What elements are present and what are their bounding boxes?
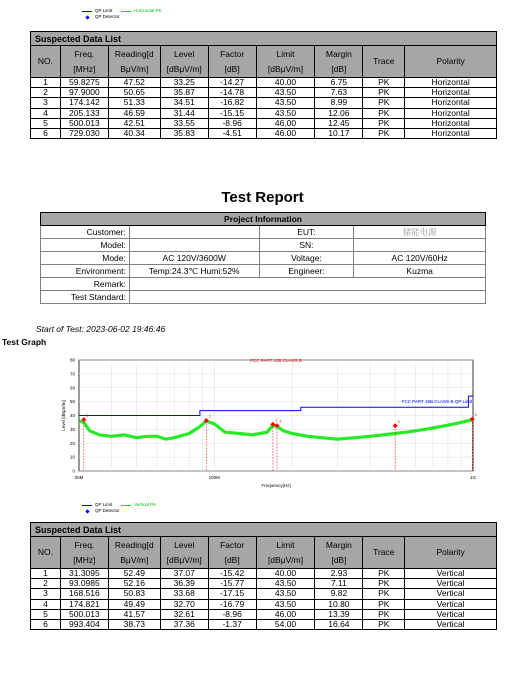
table-cell: 43.50 [256, 599, 315, 609]
table-cell: -14.27 [208, 78, 256, 88]
limit-line-label: FCC PART 15B CLASS B-QP Limit [401, 399, 472, 405]
sn-value [354, 239, 486, 252]
table-cell: Horizontal [405, 88, 497, 98]
table-cell: 993.404 [60, 619, 108, 629]
test-graph-label: Test Graph [2, 337, 47, 347]
mode-label: Mode: [41, 252, 130, 265]
suspected-data-table-vertical [30, 522, 497, 630]
table-cell: 168.516 [60, 589, 108, 599]
table-cell: PK [363, 88, 405, 98]
column-header: Reading[d BμV/m] [108, 46, 160, 78]
column-header: Limit [dBμV/m] [256, 46, 315, 78]
table-cell: 16.64 [315, 619, 363, 629]
y-tick-label: 60 [69, 385, 75, 391]
x-tick-label: 30M [74, 475, 84, 480]
engineer-value: Kuzma [354, 265, 486, 278]
table-cell: PK [363, 98, 405, 108]
table-cell: 46.59 [108, 108, 160, 118]
column-header: Freq. [MHz] [60, 46, 108, 78]
legend-qp-detector: QP Detector [95, 508, 120, 513]
table-cell: Vertical [405, 609, 497, 619]
column-header: Factor [dB] [208, 537, 256, 569]
table-cell: 13.39 [315, 609, 363, 619]
suspected-data-table-horizontal [30, 31, 497, 139]
column-header: Margin [dB] [315, 537, 363, 569]
table-cell: -15.42 [208, 569, 256, 579]
table-cell: 31.44 [160, 108, 208, 118]
table-cell: 3 [31, 589, 61, 599]
table-cell: 500.013 [60, 609, 108, 619]
test-standard-value [129, 291, 485, 304]
table-cell: 5 [31, 118, 61, 128]
table-cell: 46.00 [256, 609, 315, 619]
table-row [31, 118, 497, 128]
table-cell: -4.51 [208, 128, 256, 138]
column-header: Margin [dB] [315, 46, 363, 78]
column-header: Freq. [MHz] [60, 537, 108, 569]
y-tick-label: 0 [72, 468, 75, 474]
remark-label: Remark: [41, 278, 130, 291]
table-cell: 43.50 [256, 88, 315, 98]
eut-label: EUT: [259, 226, 354, 239]
table-cell: -8.96 [208, 118, 256, 128]
table-cell: 7.11 [315, 579, 363, 589]
column-header: NO. [31, 46, 61, 78]
column-header: Polarity [405, 46, 497, 78]
table-row [31, 88, 497, 98]
table-cell: 174.142 [60, 98, 108, 108]
table-cell: Vertical [405, 579, 497, 589]
table-title: Suspected Data List [31, 32, 497, 46]
table-row [31, 569, 497, 579]
marker-label: 1 [86, 413, 89, 418]
test-standard-label: Test Standard: [41, 291, 130, 304]
limit-line-icon [82, 11, 92, 12]
legend-suspected: Vertical PK [134, 502, 157, 507]
column-header: Reading[d BμV/m] [108, 537, 160, 569]
environment-value: Temp:24.3℃ Humi:52% [129, 265, 259, 278]
legend-bottom [82, 502, 156, 514]
table-cell: 10.80 [315, 599, 363, 609]
legend-qp-limit: QP Limit [95, 502, 113, 507]
table-cell: 8.99 [315, 98, 363, 108]
chart-title: FCC PART 15B CLASS B [250, 358, 302, 363]
table-cell: Horizontal [405, 78, 497, 88]
table-row [31, 108, 497, 118]
table-cell: -15.77 [208, 579, 256, 589]
table-cell: 10.17 [315, 128, 363, 138]
table-cell: 6 [31, 619, 61, 629]
table-cell: 46.00 [256, 118, 315, 128]
table-cell: 729.030 [60, 128, 108, 138]
column-header: Limit [dBμV/m] [256, 537, 315, 569]
table-cell: 31.3095 [60, 569, 108, 579]
table-cell: 1 [31, 78, 61, 88]
table-cell: PK [363, 118, 405, 128]
table-cell: 205.133 [60, 108, 108, 118]
table-cell: Vertical [405, 599, 497, 609]
table-cell: 59.8275 [60, 78, 108, 88]
table-cell: PK [363, 609, 405, 619]
column-header: Trace [363, 46, 405, 78]
y-tick-label: 20 [69, 440, 75, 446]
table-cell: PK [363, 619, 405, 629]
marker-label: 6 [474, 413, 477, 418]
table-cell: 9.82 [315, 589, 363, 599]
table-cell: 40.00 [256, 78, 315, 88]
column-header: Level [dBμV/m] [160, 46, 208, 78]
marker-label: 5 [397, 419, 400, 424]
start-of-test: Start of Test: 2023-06-02 19:46:46 [36, 324, 166, 334]
trace-line-icon [121, 505, 131, 506]
table-cell: PK [363, 589, 405, 599]
table-cell: 35.83 [160, 128, 208, 138]
table-cell: 500.013 [60, 118, 108, 128]
sn-label: SN: [259, 239, 354, 252]
y-tick-label: 80 [69, 357, 75, 363]
voltage-value: AC 120V/60Hz [354, 252, 486, 265]
table-cell: 43.50 [256, 98, 315, 108]
model-value [129, 239, 259, 252]
x-tick-label: 100M [208, 475, 220, 480]
eut-value: 储能电源 [354, 226, 486, 239]
table-cell: 50.83 [108, 589, 160, 599]
table-row [31, 128, 497, 138]
engineer-label: Engineer: [259, 265, 354, 278]
table-cell: Vertical [405, 589, 497, 599]
emission-chart [0, 348, 525, 500]
table-cell: PK [363, 128, 405, 138]
diamond-icon [85, 509, 89, 513]
table-cell: 4 [31, 108, 61, 118]
table-cell: -17.15 [208, 589, 256, 599]
table-cell: 51.33 [108, 98, 160, 108]
table-cell: 52.16 [108, 579, 160, 589]
table-cell: 47.52 [108, 78, 160, 88]
table-cell: 40.00 [256, 569, 315, 579]
table-cell: 1 [31, 569, 61, 579]
table-cell: 38.73 [108, 619, 160, 629]
table-cell: 2 [31, 88, 61, 98]
table-row [31, 599, 497, 609]
legend-suspected: Horizontal PK [134, 8, 162, 13]
y-tick-label: 50 [69, 399, 75, 405]
table-cell: 174.821 [60, 599, 108, 609]
table-cell: 97.9000 [60, 88, 108, 98]
table-row [31, 579, 497, 589]
table-cell: 36.39 [160, 579, 208, 589]
table-cell: PK [363, 108, 405, 118]
table-cell: 6 [31, 128, 61, 138]
table-cell: -14.78 [208, 88, 256, 98]
table-cell: Vertical [405, 619, 497, 629]
table-cell: 5 [31, 609, 61, 619]
table-cell: 4 [31, 599, 61, 609]
table-cell: 3 [31, 98, 61, 108]
table-row [31, 589, 497, 599]
legend-top [82, 8, 162, 20]
table-cell: -1.37 [208, 619, 256, 629]
y-tick-label: 70 [69, 371, 75, 377]
column-header: Level [dBμV/m] [160, 537, 208, 569]
table-cell: 52.49 [108, 569, 160, 579]
column-header: Trace [363, 537, 405, 569]
table-cell: PK [363, 78, 405, 88]
table-cell: 12.06 [315, 108, 363, 118]
table-cell: 37.07 [160, 569, 208, 579]
table-cell: 33.55 [160, 118, 208, 128]
table-cell: 2 [31, 579, 61, 589]
table-cell: 33.25 [160, 78, 208, 88]
table-cell: 93.0985 [60, 579, 108, 589]
y-axis-label: Level [dBμV/m] [61, 400, 66, 431]
limit-line-icon [82, 505, 92, 506]
table-header-row [31, 46, 497, 78]
table-cell: 37.36 [160, 619, 208, 629]
marker-label: 2 [208, 414, 211, 419]
table-cell: Horizontal [405, 108, 497, 118]
table-cell: 34.51 [160, 98, 208, 108]
legend-qp-detector: QP Detector [95, 14, 120, 19]
marker-label: 4 [279, 419, 282, 424]
remark-value [129, 278, 485, 291]
table-cell: PK [363, 599, 405, 609]
table-cell: PK [363, 579, 405, 589]
table-cell: 12.45 [315, 118, 363, 128]
table-row [31, 619, 497, 629]
voltage-label: Voltage: [259, 252, 354, 265]
customer-label: Customer: [41, 226, 130, 239]
marker-label: 3 [275, 418, 278, 423]
table-cell: 43.50 [256, 589, 315, 599]
table-cell: 50.65 [108, 88, 160, 98]
table-row [31, 78, 497, 88]
model-label: Model: [41, 239, 130, 252]
table-cell: 2.93 [315, 569, 363, 579]
table-cell: 32.61 [160, 609, 208, 619]
column-header: Factor [dB] [208, 46, 256, 78]
column-header: Polarity [405, 537, 497, 569]
table-cell: 54.00 [256, 619, 315, 629]
table-cell: -8.96 [208, 609, 256, 619]
table-cell: 49.49 [108, 599, 160, 609]
table-cell: 41.57 [108, 609, 160, 619]
table-cell: 33.68 [160, 589, 208, 599]
customer-value [129, 226, 259, 239]
table-cell: 6.75 [315, 78, 363, 88]
y-tick-label: 30 [69, 426, 75, 432]
mode-value: AC 120V/3600W [129, 252, 259, 265]
legend-qp-limit: QP Limit [95, 8, 113, 13]
column-header: NO. [31, 537, 61, 569]
table-cell: -15.15 [208, 108, 256, 118]
table-cell: 42.51 [108, 118, 160, 128]
report-title: Test Report [221, 189, 304, 206]
table-cell: PK [363, 569, 405, 579]
project-info-title: Project Information [41, 213, 486, 226]
table-cell: Vertical [405, 569, 497, 579]
table-cell: Horizontal [405, 128, 497, 138]
table-cell: 40.34 [108, 128, 160, 138]
table-cell: 7.63 [315, 88, 363, 98]
table-cell: 46.00 [256, 128, 315, 138]
table-cell: -16.79 [208, 599, 256, 609]
table-title: Suspected Data List [31, 523, 497, 537]
project-info-table [40, 212, 486, 304]
table-cell: -16.82 [208, 98, 256, 108]
environment-label: Environment: [41, 265, 130, 278]
table-cell: Horizontal [405, 118, 497, 128]
table-header-row [31, 537, 497, 569]
table-row [31, 609, 497, 619]
y-tick-label: 40 [69, 413, 75, 418]
table-cell: 32.70 [160, 599, 208, 609]
table-cell: 35.87 [160, 88, 208, 98]
table-row [31, 98, 497, 108]
y-tick-label: 10 [69, 454, 75, 460]
diamond-icon [85, 15, 89, 19]
x-tick-label: 1G [469, 475, 477, 480]
table-cell: 43.50 [256, 579, 315, 589]
table-cell: Horizontal [405, 98, 497, 108]
x-axis-label: Frequency[Hz] [261, 483, 291, 488]
trace-line-icon [121, 11, 131, 12]
table-cell: 43.50 [256, 108, 315, 118]
